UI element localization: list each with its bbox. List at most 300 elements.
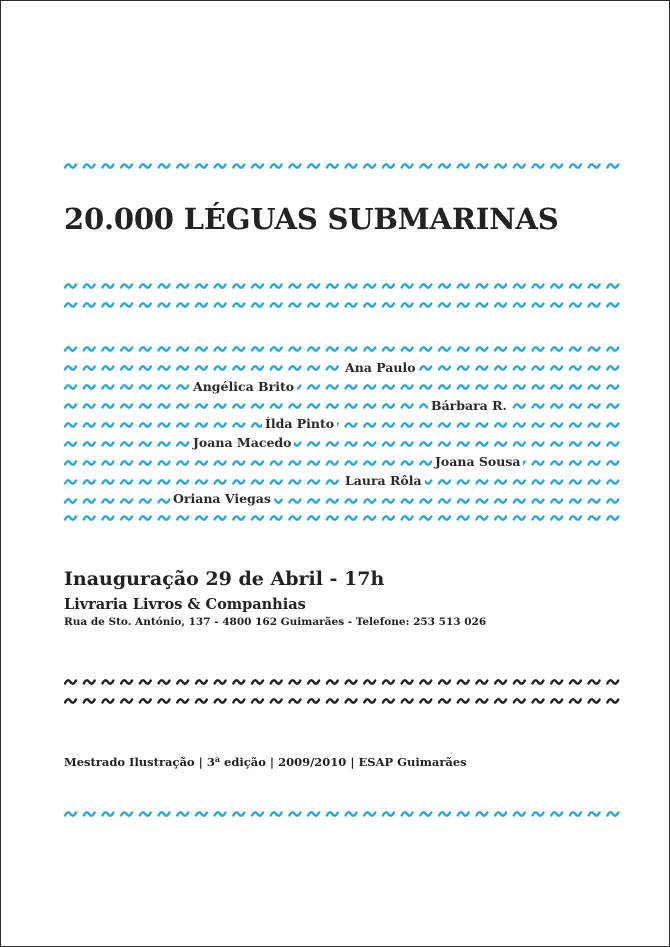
tilde-wave-icon — [420, 347, 431, 350]
venue-address: Rua de Sto. António, 137 - 4800 162 Guimarães - Telefone: 253 513 026 — [64, 616, 487, 628]
tilde-wave-icon — [289, 366, 300, 369]
wave-names-row — [64, 436, 624, 452]
tilde-wave-icon — [364, 680, 375, 683]
tilde-wave-icon — [495, 812, 506, 815]
tilde-wave-icon — [233, 347, 244, 350]
tilde-wave-icon — [570, 404, 581, 407]
tilde-wave-icon — [402, 303, 413, 306]
tilde-wave-icon — [439, 366, 450, 369]
tilde-wave-icon — [589, 516, 600, 519]
tilde-wave-icon — [140, 516, 151, 519]
tilde-wave-icon — [383, 347, 394, 350]
wave-row-graphic — [64, 379, 624, 395]
tilde-wave-icon — [271, 347, 282, 350]
tilde-wave-icon — [84, 461, 95, 464]
tilde-wave-icon — [533, 461, 544, 464]
tilde-wave-icon — [439, 347, 450, 350]
tilde-wave-icon — [289, 303, 300, 306]
tilde-wave-icon — [252, 516, 263, 519]
tilde-wave-icon — [177, 303, 188, 306]
wave-names-row — [64, 510, 624, 526]
tilde-wave-icon — [233, 366, 244, 369]
tilde-wave-icon — [383, 385, 394, 388]
tilde-wave-icon — [65, 499, 76, 502]
wave-row-graphic — [64, 693, 624, 709]
tilde-wave-icon — [327, 480, 338, 483]
tilde-wave-icon — [607, 385, 618, 388]
tilde-wave-icon — [570, 516, 581, 519]
tilde-wave-icon — [514, 699, 525, 702]
tilde-wave-icon — [495, 347, 506, 350]
tilde-wave-icon — [65, 442, 76, 445]
tilde-wave-icon — [439, 164, 450, 167]
tilde-wave-icon — [159, 303, 170, 306]
tilde-wave-icon — [607, 423, 618, 426]
tilde-wave-icon — [159, 442, 170, 445]
tilde-wave-icon — [439, 303, 450, 306]
tilde-wave-icon — [476, 699, 487, 702]
tilde-wave-icon — [533, 347, 544, 350]
tilde-wave-icon — [140, 164, 151, 167]
tilde-wave-icon — [327, 366, 338, 369]
tilde-wave-icon — [177, 385, 188, 388]
tilde-wave-icon — [607, 303, 618, 306]
tilde-wave-icon — [589, 404, 600, 407]
tilde-wave-icon — [607, 366, 618, 369]
tilde-wave-icon — [196, 680, 207, 683]
artist-name: Angélica Brito — [190, 379, 297, 395]
tilde-wave-icon — [196, 699, 207, 702]
tilde-wave-icon — [308, 164, 319, 167]
tilde-wave-icon — [289, 680, 300, 683]
separator: | — [198, 755, 203, 769]
tilde-wave-icon — [514, 366, 525, 369]
tilde-wave-icon — [196, 164, 207, 167]
tilde-wave-icon — [458, 303, 469, 306]
tilde-wave-icon — [551, 347, 562, 350]
tilde-wave-icon — [346, 699, 357, 702]
tilde-wave-icon — [533, 366, 544, 369]
tilde-wave-icon — [140, 480, 151, 483]
tilde-wave-icon — [458, 347, 469, 350]
tilde-wave-icon — [439, 423, 450, 426]
tilde-wave-icon — [607, 499, 618, 502]
tilde-wave-icon — [327, 699, 338, 702]
tilde-wave-icon — [84, 366, 95, 369]
tilde-wave-icon — [196, 404, 207, 407]
tilde-wave-icon — [420, 812, 431, 815]
tilde-wave-icon — [252, 404, 263, 407]
tilde-wave-icon — [420, 164, 431, 167]
tilde-wave-icon — [121, 442, 132, 445]
tilde-wave-icon — [383, 442, 394, 445]
tilde-wave-icon — [140, 284, 151, 287]
tilde-wave-icon — [65, 516, 76, 519]
tilde-wave-icon — [514, 423, 525, 426]
tilde-wave-icon — [533, 442, 544, 445]
tilde-wave-icon — [439, 284, 450, 287]
tilde-wave-icon — [495, 480, 506, 483]
tilde-wave-icon — [327, 499, 338, 502]
tilde-wave-icon — [308, 699, 319, 702]
wave-divider-bottom — [64, 806, 624, 822]
tilde-wave-icon — [121, 461, 132, 464]
tilde-wave-icon — [252, 680, 263, 683]
tilde-wave-icon — [140, 404, 151, 407]
tilde-wave-icon — [533, 812, 544, 815]
tilde-wave-icon — [121, 385, 132, 388]
tilde-wave-icon — [327, 385, 338, 388]
tilde-wave-icon — [514, 404, 525, 407]
tilde-wave-icon — [364, 442, 375, 445]
tilde-wave-icon — [327, 404, 338, 407]
tilde-wave-icon — [551, 423, 562, 426]
tilde-wave-icon — [102, 423, 113, 426]
tilde-wave-icon — [439, 480, 450, 483]
tilde-wave-icon — [102, 442, 113, 445]
tilde-wave-icon — [607, 461, 618, 464]
tilde-wave-icon — [65, 303, 76, 306]
tilde-wave-icon — [346, 347, 357, 350]
tilde-wave-icon — [308, 680, 319, 683]
artist-name: Ílda Pinto — [262, 416, 337, 432]
tilde-wave-icon — [402, 442, 413, 445]
tilde-wave-icon — [514, 303, 525, 306]
wave-row-graphic — [64, 297, 624, 313]
tilde-wave-icon — [514, 442, 525, 445]
wave-row-graphic — [64, 493, 624, 509]
tilde-wave-icon — [607, 347, 618, 350]
tilde-wave-icon — [65, 385, 76, 388]
tilde-wave-icon — [252, 284, 263, 287]
tilde-wave-icon — [308, 461, 319, 464]
wave-divider-under-title-1 — [64, 278, 624, 294]
tilde-wave-icon — [420, 499, 431, 502]
tilde-wave-icon — [570, 442, 581, 445]
tilde-wave-icon — [383, 680, 394, 683]
tilde-wave-icon — [271, 284, 282, 287]
artist-name: Oriana Viegas — [170, 491, 274, 507]
tilde-wave-icon — [65, 680, 76, 683]
tilde-wave-icon — [402, 385, 413, 388]
wave-divider-under-title-2 — [64, 297, 624, 313]
credits-line — [64, 751, 467, 770]
tilde-wave-icon — [607, 284, 618, 287]
tilde-wave-icon — [65, 423, 76, 426]
tilde-wave-icon — [551, 812, 562, 815]
tilde-wave-icon — [476, 499, 487, 502]
tilde-wave-icon — [476, 442, 487, 445]
tilde-wave-icon — [402, 812, 413, 815]
edition-number: 3 — [206, 755, 215, 769]
tilde-wave-icon — [551, 366, 562, 369]
tilde-wave-icon — [84, 404, 95, 407]
tilde-wave-icon — [177, 812, 188, 815]
tilde-wave-icon — [570, 423, 581, 426]
tilde-wave-icon — [102, 385, 113, 388]
tilde-wave-icon — [402, 423, 413, 426]
tilde-wave-icon — [458, 499, 469, 502]
tilde-wave-icon — [233, 699, 244, 702]
tilde-wave-icon — [458, 680, 469, 683]
course-name: Mestrado Ilustração — [64, 755, 195, 769]
tilde-wave-icon — [607, 516, 618, 519]
tilde-wave-icon — [215, 284, 226, 287]
tilde-wave-icon — [570, 680, 581, 683]
tilde-wave-icon — [159, 284, 170, 287]
tilde-wave-icon — [439, 680, 450, 683]
tilde-wave-icon — [327, 284, 338, 287]
tilde-wave-icon — [308, 812, 319, 815]
tilde-wave-icon — [383, 461, 394, 464]
tilde-wave-icon — [458, 812, 469, 815]
tilde-wave-icon — [159, 680, 170, 683]
tilde-wave-icon — [495, 366, 506, 369]
tilde-wave-icon — [420, 442, 431, 445]
tilde-wave-icon — [177, 423, 188, 426]
tilde-wave-icon — [551, 516, 562, 519]
tilde-wave-icon — [383, 164, 394, 167]
tilde-wave-icon — [364, 516, 375, 519]
tilde-wave-icon — [570, 812, 581, 815]
tilde-wave-icon — [570, 699, 581, 702]
tilde-wave-icon — [420, 303, 431, 306]
tilde-wave-icon — [308, 516, 319, 519]
tilde-wave-icon — [495, 385, 506, 388]
tilde-wave-icon — [458, 442, 469, 445]
tilde-wave-icon — [495, 423, 506, 426]
tilde-wave-icon — [159, 347, 170, 350]
wave-names-row — [64, 341, 624, 357]
tilde-wave-icon — [215, 680, 226, 683]
tilde-wave-icon — [215, 366, 226, 369]
tilde-wave-icon — [458, 516, 469, 519]
tilde-wave-icon — [458, 284, 469, 287]
wave-divider-black-2 — [64, 693, 624, 709]
separator: | — [350, 755, 355, 769]
tilde-wave-icon — [196, 461, 207, 464]
tilde-wave-icon — [476, 480, 487, 483]
tilde-wave-icon — [159, 699, 170, 702]
tilde-wave-icon — [233, 164, 244, 167]
tilde-wave-icon — [84, 480, 95, 483]
tilde-wave-icon — [383, 516, 394, 519]
tilde-wave-icon — [589, 461, 600, 464]
tilde-wave-icon — [495, 499, 506, 502]
tilde-wave-icon — [102, 812, 113, 815]
tilde-wave-icon — [533, 480, 544, 483]
tilde-wave-icon — [476, 680, 487, 683]
tilde-wave-icon — [607, 812, 618, 815]
tilde-wave-icon — [364, 385, 375, 388]
tilde-wave-icon — [589, 366, 600, 369]
tilde-wave-icon — [308, 385, 319, 388]
tilde-wave-icon — [65, 164, 76, 167]
tilde-wave-icon — [233, 284, 244, 287]
tilde-wave-icon — [495, 442, 506, 445]
tilde-wave-icon — [346, 385, 357, 388]
tilde-wave-icon — [551, 461, 562, 464]
tilde-wave-icon — [196, 303, 207, 306]
tilde-wave-icon — [346, 499, 357, 502]
tilde-wave-icon — [607, 164, 618, 167]
tilde-wave-icon — [383, 404, 394, 407]
tilde-wave-icon — [607, 680, 618, 683]
tilde-wave-icon — [402, 699, 413, 702]
tilde-wave-icon — [159, 516, 170, 519]
tilde-wave-icon — [121, 164, 132, 167]
tilde-wave-icon — [177, 164, 188, 167]
tilde-wave-icon — [121, 404, 132, 407]
tilde-wave-icon — [215, 423, 226, 426]
tilde-wave-icon — [177, 347, 188, 350]
tilde-wave-icon — [383, 303, 394, 306]
tilde-wave-icon — [402, 164, 413, 167]
tilde-wave-icon — [533, 164, 544, 167]
tilde-wave-icon — [140, 303, 151, 306]
wave-names-row — [64, 398, 624, 414]
tilde-wave-icon — [514, 499, 525, 502]
tilde-wave-icon — [159, 461, 170, 464]
tilde-wave-icon — [252, 164, 263, 167]
tilde-wave-icon — [402, 461, 413, 464]
tilde-wave-icon — [364, 699, 375, 702]
tilde-wave-icon — [121, 499, 132, 502]
wave-row-graphic — [64, 278, 624, 294]
tilde-wave-icon — [551, 303, 562, 306]
tilde-wave-icon — [533, 499, 544, 502]
tilde-wave-icon — [289, 347, 300, 350]
tilde-wave-icon — [402, 499, 413, 502]
tilde-wave-icon — [589, 699, 600, 702]
tilde-wave-icon — [233, 423, 244, 426]
tilde-wave-icon — [215, 480, 226, 483]
tilde-wave-icon — [308, 347, 319, 350]
tilde-wave-icon — [551, 164, 562, 167]
tilde-wave-icon — [140, 366, 151, 369]
tilde-wave-icon — [215, 461, 226, 464]
tilde-wave-icon — [308, 303, 319, 306]
tilde-wave-icon — [458, 385, 469, 388]
tilde-wave-icon — [102, 284, 113, 287]
wave-row-graphic — [64, 398, 624, 414]
tilde-wave-icon — [514, 164, 525, 167]
tilde-wave-icon — [570, 461, 581, 464]
tilde-wave-icon — [84, 164, 95, 167]
wave-divider-top — [64, 158, 624, 174]
tilde-wave-icon — [159, 164, 170, 167]
tilde-wave-icon — [570, 499, 581, 502]
tilde-wave-icon — [102, 164, 113, 167]
tilde-wave-icon — [364, 499, 375, 502]
tilde-wave-icon — [327, 812, 338, 815]
tilde-wave-icon — [495, 680, 506, 683]
tilde-wave-icon — [420, 284, 431, 287]
tilde-wave-icon — [233, 303, 244, 306]
tilde-wave-icon — [271, 480, 282, 483]
tilde-wave-icon — [140, 699, 151, 702]
tilde-wave-icon — [308, 404, 319, 407]
tilde-wave-icon — [215, 164, 226, 167]
poster-title: 20.000 LÉGUAS SUBMARINAS — [64, 202, 559, 236]
tilde-wave-icon — [514, 385, 525, 388]
tilde-wave-icon — [308, 366, 319, 369]
tilde-wave-icon — [102, 347, 113, 350]
tilde-wave-icon — [215, 347, 226, 350]
tilde-wave-icon — [533, 303, 544, 306]
tilde-wave-icon — [65, 480, 76, 483]
tilde-wave-icon — [364, 812, 375, 815]
tilde-wave-icon — [551, 680, 562, 683]
tilde-wave-icon — [551, 284, 562, 287]
tilde-wave-icon — [289, 499, 300, 502]
tilde-wave-icon — [476, 423, 487, 426]
tilde-wave-icon — [65, 366, 76, 369]
tilde-wave-icon — [140, 499, 151, 502]
tilde-wave-icon — [420, 366, 431, 369]
tilde-wave-icon — [84, 699, 95, 702]
tilde-wave-icon — [121, 516, 132, 519]
tilde-wave-icon — [308, 442, 319, 445]
tilde-wave-icon — [476, 812, 487, 815]
tilde-wave-icon — [196, 347, 207, 350]
tilde-wave-icon — [570, 164, 581, 167]
tilde-wave-icon — [551, 480, 562, 483]
artist-name: Joana Macedo — [190, 435, 294, 451]
tilde-wave-icon — [570, 303, 581, 306]
tilde-wave-icon — [177, 461, 188, 464]
tilde-wave-icon — [364, 284, 375, 287]
tilde-wave-icon — [252, 812, 263, 815]
tilde-wave-icon — [159, 423, 170, 426]
tilde-wave-icon — [121, 480, 132, 483]
tilde-wave-icon — [215, 404, 226, 407]
tilde-wave-icon — [383, 499, 394, 502]
tilde-wave-icon — [420, 461, 431, 464]
tilde-wave-icon — [196, 423, 207, 426]
tilde-wave-icon — [65, 461, 76, 464]
tilde-wave-icon — [364, 347, 375, 350]
tilde-wave-icon — [159, 366, 170, 369]
tilde-wave-icon — [570, 284, 581, 287]
wave-row-graphic — [64, 417, 624, 433]
tilde-wave-icon — [252, 366, 263, 369]
tilde-wave-icon — [140, 423, 151, 426]
tilde-wave-icon — [196, 812, 207, 815]
tilde-wave-icon — [177, 404, 188, 407]
tilde-wave-icon — [420, 699, 431, 702]
tilde-wave-icon — [514, 680, 525, 683]
tilde-wave-icon — [383, 812, 394, 815]
tilde-wave-icon — [121, 680, 132, 683]
tilde-wave-icon — [551, 385, 562, 388]
tilde-wave-icon — [121, 303, 132, 306]
tilde-wave-icon — [533, 516, 544, 519]
tilde-wave-icon — [327, 442, 338, 445]
tilde-wave-icon — [140, 385, 151, 388]
tilde-wave-icon — [439, 385, 450, 388]
tilde-wave-icon — [589, 423, 600, 426]
tilde-wave-icon — [121, 812, 132, 815]
tilde-wave-icon — [102, 499, 113, 502]
tilde-wave-icon — [84, 303, 95, 306]
tilde-wave-icon — [215, 699, 226, 702]
wave-row-graphic — [64, 510, 624, 526]
tilde-wave-icon — [84, 385, 95, 388]
tilde-wave-icon — [65, 404, 76, 407]
tilde-wave-icon — [402, 680, 413, 683]
tilde-wave-icon — [177, 516, 188, 519]
